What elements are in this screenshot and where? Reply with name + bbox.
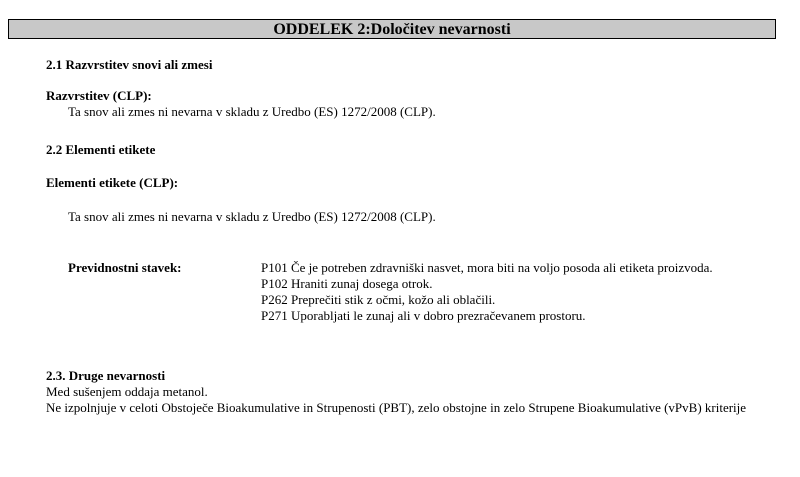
precautionary-statement-p101: P101 Če je potreben zdravniški nasvet, mora biti na voljo posoda ali etiketa proizvoda. xyxy=(261,260,713,275)
classification-clp-text: Ta snov ali zmes ni nevarna v skladu z Uredbo (ES) 1272/2008 (CLP). xyxy=(68,104,436,119)
classification-heading: 2.1 Razvrstitev snovi ali zmesi xyxy=(46,57,213,72)
label-elements-clp-label: Elementi etikete (CLP): xyxy=(46,175,179,190)
precautionary-statement-p262: P262 Preprečiti stik z očmi, kožo ali oblačili. xyxy=(261,292,496,307)
precautionary-statement-p271: P271 Uporabljati le zunaj ali v dobro prezračevanem prostoru. xyxy=(261,308,586,323)
precautionary-label: Previdnostni stavek: xyxy=(68,260,182,275)
precautionary-statement-p102: P102 Hraniti zunaj dosega otrok. xyxy=(261,276,433,291)
label-elements-heading: 2.2 Elementi etikete xyxy=(46,142,156,157)
other-hazards-line1: Med sušenjem oddaja metanol. xyxy=(46,384,208,399)
classification-clp-label: Razvrstitev (CLP): xyxy=(46,88,152,103)
label-elements-clp-text: Ta snov ali zmes ni nevarna v skladu z Uredbo (ES) 1272/2008 (CLP). xyxy=(68,209,436,224)
other-hazards-line2: Ne izpolnjuje v celoti Obstoječe Bioakumulative in Strupenosti (PBT), zelo obstojne in zelo Strupene Bioakumulative (vPvB) kriterije xyxy=(46,400,747,415)
section-title: ODDELEK 2:Določitev nevarnosti xyxy=(8,19,776,39)
other-hazards-heading: 2.3. Druge nevarnosti xyxy=(46,368,166,383)
